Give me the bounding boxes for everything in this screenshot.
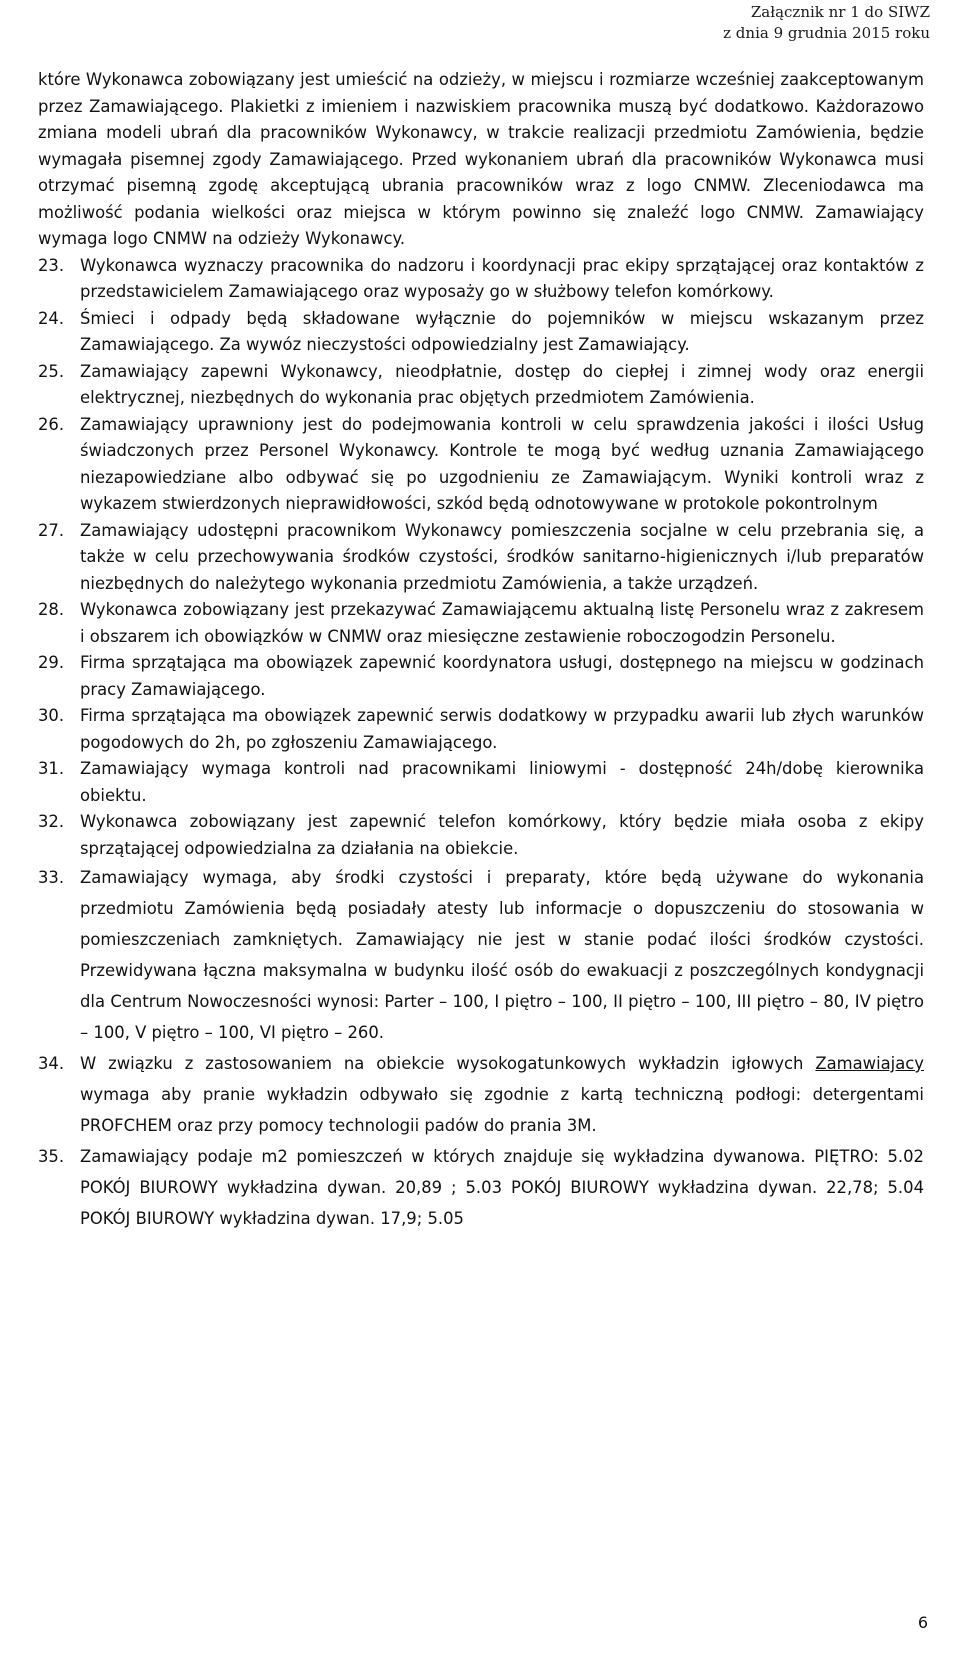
list-item-34	[38, 1048, 924, 1141]
list-item-text: Zamawiający wymaga, aby środki czystości i preparaty, które będą używane do wykonania przedmiotu Zamówienia będą posiadały atesty lub informacje o dopuszczeniu do stosowania w pomieszczeniach zamkniętych. Zamawiający nie jest w stanie podać ilości środków czystości. Przewidywana łączna maksymalna w budynku ilość osób do ewakuacji z poszczególnych kondygnacji dla Centrum Nowoczesności wynosi: Parter – 100, I piętro – 100, II piętro – 100, III piętro – 80, IV piętro – 100, V piętro – 100, VI piętro – 260.	[80, 868, 924, 1042]
underlined-word: Zamawiajacy	[815, 1054, 924, 1073]
list-item-number: 26.	[38, 414, 65, 434]
list-item-number: 30.	[38, 706, 65, 725]
header-date-line: z dnia 9 grudnia 2015 roku	[723, 24, 930, 42]
list-item-35	[38, 1141, 924, 1234]
list-item-number: 31.	[38, 759, 65, 778]
list-item-number: 28.	[38, 600, 65, 619]
list-item-text-before: W związku z zastosowaniem na obiekcie wysokogatunkowych wykładzin igłowych	[80, 1054, 816, 1073]
list-item-33	[38, 862, 924, 1048]
list-item-number: 33.	[38, 868, 65, 887]
list-item-number: 32.	[38, 812, 65, 831]
list-item-24	[38, 306, 924, 359]
list-item-23	[38, 253, 924, 306]
list-item-27	[38, 518, 924, 598]
list-item-text	[80, 1048, 924, 1141]
page-number: 6	[917, 1613, 928, 1632]
list-item-25	[38, 359, 924, 412]
list-item-31	[38, 756, 924, 809]
list-item-28	[38, 597, 924, 650]
list-item-number: 23.	[38, 255, 65, 275]
list-item-text: Śmieci i odpady będą składowane wyłącznie do pojemników w miejscu wskazanym przez Zamawiającego. Za wywóz nieczystości odpowiedzialny jest Zamawiający.	[80, 308, 924, 354]
list-item-text: Zamawiający podaje m2 pomieszczeń w których znajduje się wykładzina dywanowa. PIĘTRO: 5.02 POKÓJ BIUROWY wykładzina dywan. 20,89 ; 5.03 POKÓJ BIUROWY wykładzina dywan. 22,78; 5.04 POKÓJ BIUROWY wykładzina dywan. 17,9; 5.05	[80, 1147, 924, 1228]
list-item-number: 25.	[38, 361, 65, 381]
list-item-text: Firma sprzątająca ma obowiązek zapewnić serwis dodatkowy w przypadku awarii lub złych warunków pogodowych do 2h, po zgłoszeniu Zamawiającego.	[80, 706, 924, 752]
list-item-number: 24.	[38, 308, 65, 328]
list-item-29	[38, 650, 924, 703]
list-item-number: 27.	[38, 520, 65, 540]
header-annex-line: Załącznik nr 1 do SIWZ	[750, 3, 930, 21]
document-body	[38, 67, 924, 1234]
list-item-32	[38, 809, 924, 862]
list-item-text: Zamawiający zapewni Wykonawcy, nieodpłatnie, dostęp do ciepłej i zimnej wody oraz energii elektrycznej, niezbędnych do wykonania prac objętych przedmiotem Zamówienia.	[80, 361, 924, 407]
list-item-number: 35.	[38, 1147, 65, 1166]
list-item-number: 34.	[38, 1054, 65, 1073]
list-item-30	[38, 703, 924, 756]
list-item-text: Firma sprzątająca ma obowiązek zapewnić koordynatora usługi, dostępnego na miejscu w godzinach pracy Zamawiającego.	[80, 653, 924, 699]
list-item-text: Zamawiający udostępni pracownikom Wykonawcy pomieszczenia socjalne w celu przebrania się, a także w celu przechowywania środków czystości, środków sanitarno-higienicznych i/lub preparatów niezbędnych do należytego wykonania przedmiotu Zamówienia, a także urządzeń.	[80, 520, 924, 593]
intro-paragraph: które Wykonawca zobowiązany jest umieścić na odzieży, w miejscu i rozmiarze wcześniej zaakceptowanym przez Zamawiającego. Plakietki z imieniem i nazwiskiem pracownika muszą być dodatkowo. Każdorazowo zmiana modeli ubrań dla pracowników Wykonawcy, w trakcie realizacji przedmiotu Zamówienia, będzie wymagała pisemnej zgody Zamawiającego. Przed wykonaniem ubrań dla pracowników Wykonawca musi otrzymać pisemną zgodę akceptującą ubrania pracowników wraz z logo CNMW. Zleceniodawca ma możliwość podania wielkości oraz miejsca w którym powinno się znaleźć logo CNMW. Zamawiający wymaga logo CNMW na odzieży Wykonawcy.	[38, 70, 924, 248]
list-item-text: Wykonawca zobowiązany jest przekazywać Zamawiającemu aktualną listę Personelu wraz z zakresem i obszarem ich obowiązków w CNMW oraz miesięczne zestawienie roboczogodzin Personelu.	[80, 600, 924, 646]
list-item-text: Zamawiający uprawniony jest do podejmowania kontroli w celu sprawdzenia jakości i ilości Usług świadczonych przez Personel Wykonawcy. Kontrole te mogą być według uznania Zamawiającego niezapowiedziane albo odbywać się po uzgodnieniu ze Zamawiającym. Wyniki kontroli wraz z wykazem stwierdzonych nieprawidłowości, szkód będą odnotowywane w protokole pokontrolnym	[80, 414, 924, 513]
list-item-26	[38, 412, 924, 518]
document-header	[590, 2, 930, 44]
list-item-text-after: wymaga aby pranie wykładzin odbywało się zgodnie z kartą techniczną podłogi: detergentami PROFCHEM oraz przy pomocy technologii padów do prania 3M.	[80, 1085, 924, 1135]
list-item-number: 29.	[38, 653, 65, 672]
list-item-text: Zamawiający wymaga kontroli nad pracownikami liniowymi - dostępność 24h/dobę kierownika obiektu.	[80, 759, 924, 805]
list-item-text: Wykonawca zobowiązany jest zapewnić telefon komórkowy, który będzie miała osoba z ekipy sprzątającej odpowiedzialna za działania na obiekcie.	[80, 812, 924, 858]
list-item-text: Wykonawca wyznaczy pracownika do nadzoru i koordynacji prac ekipy sprzątającej oraz kontaktów z przedstawicielem Zamawiającego oraz wyposaży go w służbowy telefon komórkowy.	[80, 255, 924, 301]
